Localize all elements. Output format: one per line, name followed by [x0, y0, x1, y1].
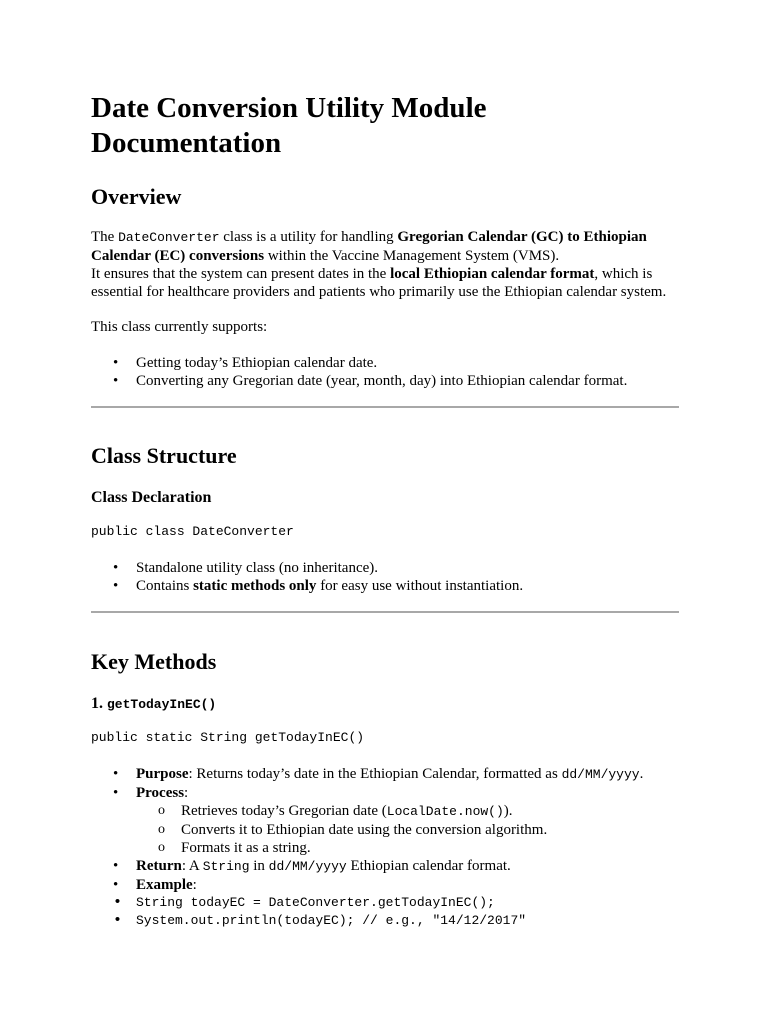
return-item: • Return: A String in dd/MM/yyyy Ethiopian calendar format. [91, 857, 679, 876]
process-item: • Process: o Retrieves today’s Gregorian date (LocalDate.now()). o Converts it to Ethiopian date using the conversion algorithm. o Formats it as a string. [91, 784, 679, 857]
purpose-item: • Purpose: Returns today’s date in the Ethiopian Calendar, formatted as dd/MM/yyyy. [91, 765, 679, 784]
process-steps-list [136, 802, 679, 857]
method-details-list [91, 765, 679, 930]
emphasis-gc-to-ec: Gregorian Calendar (GC) to Ethiopian Calendar (EC) conversions [91, 229, 647, 264]
class-structure-list [91, 559, 679, 595]
emphasis-static-methods: static methods only [193, 578, 317, 594]
supports-label: This class currently supports: [91, 319, 268, 335]
inline-code-date-format: dd/MM/yyyy [268, 859, 347, 874]
method-signature-code: public static String getTodayInEC() [91, 730, 365, 745]
process-step: o Formats it as a string. [136, 839, 679, 857]
class-declaration-heading: Class Declaration [91, 489, 212, 506]
document-title: Date Conversion Utility Module Documentation [91, 92, 487, 159]
example-code-line: • System.out.println(todayEC); // e.g., "14/12/2017" [91, 912, 679, 930]
emphasis-local-format: local Ethiopian calendar format [390, 266, 595, 282]
class-declaration-code: public class DateConverter [91, 524, 294, 539]
overview-heading: Overview [91, 184, 182, 209]
supports-list [91, 354, 679, 390]
list-item: • Standalone utility class (no inheritance). [91, 559, 679, 577]
class-structure-heading: Class Structure [91, 443, 237, 468]
list-item: • Converting any Gregorian date (year, month, day) into Ethiopian calendar format. [91, 372, 679, 390]
example-item: • Example: [91, 876, 679, 894]
inline-code-localdate-now: LocalDate.now() [386, 804, 504, 819]
overview-intro-paragraph: The DateConverter class is a utility for handling Gregorian Calendar (GC) to Ethiopian Calendar (EC) conversions within the Vaccine Management System (VMS). It ensures that the system can present dates in the local Ethiopian calendar format, which is essential for healthcare providers and patients who primarily use the Ethiopian calendar system. [91, 229, 667, 300]
inline-code-string: String [202, 859, 250, 874]
list-item: • Contains static methods only for easy use without instantiation. [91, 577, 679, 595]
example-code-line: • String todayEC = DateConverter.getTodayInEC(); [91, 894, 679, 912]
method-heading-gettodayinec: 1. getTodayInEC() [91, 695, 217, 712]
section-divider [91, 611, 679, 613]
method-name-code: getTodayInEC() [107, 697, 217, 712]
process-step: o Retrieves today’s Gregorian date (LocalDate.now()). [136, 802, 679, 821]
inline-code-date-format: dd/MM/yyyy [561, 767, 640, 782]
key-methods-heading: Key Methods [91, 649, 217, 674]
inline-code-dateconverter: DateConverter [118, 230, 220, 245]
list-item: • Getting today’s Ethiopian calendar date. [91, 354, 679, 372]
process-step: o Converts it to Ethiopian date using the conversion algorithm. [136, 821, 679, 839]
section-divider [91, 406, 679, 408]
